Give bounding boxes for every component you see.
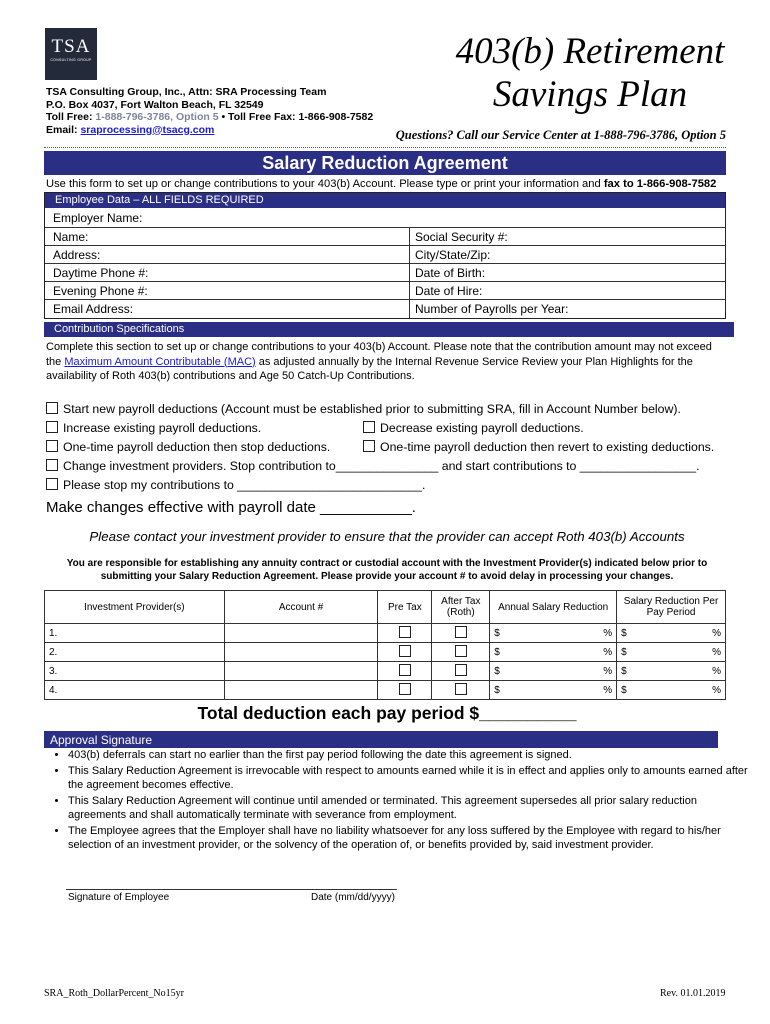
address-label: Address: xyxy=(53,248,101,262)
approval-header-text: Approval Signature xyxy=(50,733,153,747)
company-line2: P.O. Box 4037, Fort Walton Beach, FL 32549 xyxy=(46,98,264,111)
dollar-sign: $ xyxy=(494,646,500,658)
email-label: Email: xyxy=(46,123,78,136)
row-number: 4. xyxy=(45,681,225,700)
option-decrease[interactable] xyxy=(363,419,584,438)
checkbox[interactable] xyxy=(46,421,58,433)
account-cell[interactable] xyxy=(224,624,378,643)
intro-text xyxy=(46,178,728,190)
daytime-phone-label: Daytime Phone #: xyxy=(53,266,149,280)
checkbox[interactable] xyxy=(46,459,58,471)
option-decrease-label: Decrease existing payroll deductions. xyxy=(380,421,584,435)
option-increase-label: Increase existing payroll deductions. xyxy=(63,421,262,435)
table-row[interactable] xyxy=(45,662,726,681)
annual-cell[interactable] xyxy=(490,681,617,700)
perpay-cell[interactable] xyxy=(617,662,726,681)
option-onetime-stop[interactable] xyxy=(46,438,330,457)
checkbox[interactable] xyxy=(455,664,467,676)
employee-row[interactable] xyxy=(45,299,725,318)
email-link[interactable]: sraprocessing@tsacg.com xyxy=(80,123,215,136)
evening-phone-label: Evening Phone #: xyxy=(53,284,148,298)
annual-cell[interactable] xyxy=(490,662,617,681)
contribution-paragraph xyxy=(46,340,728,384)
perpay-cell[interactable] xyxy=(617,681,726,700)
option-start[interactable] xyxy=(46,400,681,419)
percent-sign: % xyxy=(603,684,613,696)
contrib-text-1: Complete this section to set up or change contributions to your 403(b) Account. Please note that the contribution amount may not exceed the xyxy=(46,341,712,368)
pretax-cell[interactable] xyxy=(378,662,432,681)
percent-sign: % xyxy=(603,646,613,658)
hire-date-label: Date of Hire: xyxy=(409,282,482,300)
option-stop-label: Please stop my contributions to ___________________________. xyxy=(63,478,426,492)
intro-fax: fax to 1-866-908-7582 xyxy=(603,178,717,190)
contrib-text-2: as adjusted annually by the Internal Revenue Service Review your Plan Highlights for the availability of Roth 403(b) contributions and Age 50 Catch-Up Contributions. xyxy=(46,355,693,382)
pretax-cell[interactable] xyxy=(378,681,432,700)
percent-sign: % xyxy=(712,684,721,696)
pretax-cell[interactable] xyxy=(378,624,432,643)
row-number: 3. xyxy=(45,662,225,681)
account-cell[interactable] xyxy=(224,643,378,662)
approval-bullet: • This Salary Reduction Agreement will continue until amended or terminated. This agreement supersedes all prior salary reduction agreements and shall automatically terminate with severance from employment. xyxy=(68,794,750,822)
annual-cell[interactable] xyxy=(490,624,617,643)
option-onetime-revert-label: One-time payroll deduction then revert to existing deductions. xyxy=(380,440,715,454)
table-row[interactable] xyxy=(45,624,726,643)
title-line2: Savings Plan xyxy=(492,74,688,115)
checkbox[interactable] xyxy=(363,421,375,433)
col-annual: Annual Salary Reduction xyxy=(490,591,617,624)
col-perpay: Salary Reduction Per Pay Period xyxy=(617,591,726,624)
approval-bullet: • 403(b) deferrals can start no earlier than the first pay period following the date this agreement is signed. xyxy=(68,748,750,762)
checkbox[interactable] xyxy=(363,440,375,452)
name-label: Name: xyxy=(53,230,89,244)
dotted-divider xyxy=(44,147,726,148)
total-deduction-line: Total deduction each pay period $__________ xyxy=(197,703,577,723)
form-title-banner: Salary Reduction Agreement xyxy=(44,151,726,175)
approval-bullet: • The Employee agrees that the Employer shall have no liability whatsoever for any loss suffered by the Employee with regard to his/her selection of an investment provider, or the solvency of the operation of, or benefits provided by, said investment provider. xyxy=(68,824,750,852)
col-aftertax: After Tax (Roth) xyxy=(432,591,490,624)
col-account: Account # xyxy=(224,591,378,624)
dollar-sign: $ xyxy=(621,684,627,696)
title-line1: 403(b) Retirement xyxy=(455,31,725,72)
page-title xyxy=(400,30,770,116)
employee-row[interactable] xyxy=(45,227,725,246)
employee-row[interactable] xyxy=(45,245,725,264)
dollar-sign: $ xyxy=(621,627,627,639)
dollar-sign: $ xyxy=(621,646,627,658)
responsibility-notice: You are responsible for establishing any annuity contract or custodial account with the Investment Provider(s) indicated below prior to submitting your Salary Reduction Agreement. Please provide your account # to avoid delay in processing your changes. xyxy=(66,558,708,582)
company-phone-line xyxy=(46,111,373,124)
checkbox[interactable] xyxy=(399,664,411,676)
signature-label: Signature of Employee xyxy=(68,892,170,903)
dob-label: Date of Birth: xyxy=(409,264,485,282)
tsa-logo xyxy=(45,28,97,80)
option-change-label: Change investment providers. Stop contribution to_______________ and start contributions to _________________. xyxy=(63,459,700,473)
table-row[interactable] xyxy=(45,643,726,662)
perpay-cell[interactable] xyxy=(617,643,726,662)
employee-section-header: Employee Data – ALL FIELDS REQUIRED xyxy=(45,193,725,208)
toll-free-label: Toll Free: xyxy=(46,111,93,123)
dollar-sign: $ xyxy=(494,627,500,639)
ssn-label: Social Security #: xyxy=(409,228,508,246)
account-cell[interactable] xyxy=(224,681,378,700)
payrolls-label: Number of Payrolls per Year: xyxy=(409,300,568,318)
employee-row[interactable] xyxy=(45,281,725,300)
intro-body: Use this form to set up or change contributions to your 403(b) Account. Please type or print your information and xyxy=(46,178,604,190)
dollar-sign: $ xyxy=(494,684,500,696)
employer-row[interactable] xyxy=(45,209,725,227)
row-number: 1. xyxy=(45,624,225,643)
checkbox[interactable] xyxy=(399,645,411,657)
company-line1: TSA Consulting Group, Inc., Attn: SRA Processing Team xyxy=(46,86,327,98)
employee-row[interactable] xyxy=(45,263,725,282)
option-increase[interactable] xyxy=(46,419,261,438)
option-onetime-revert[interactable] xyxy=(363,438,714,457)
employer-name-label: Employer Name: xyxy=(53,211,143,225)
checkbox[interactable] xyxy=(46,402,58,414)
mac-link[interactable]: Maximum Amount Contributable (MAC) xyxy=(64,355,256,368)
percent-sign: % xyxy=(712,627,721,639)
toll-free-value: 1-888-796-3786, Option 5 xyxy=(95,111,219,123)
form-code: SRA_Roth_DollarPercent_No15yr xyxy=(44,988,184,999)
account-cell[interactable] xyxy=(224,662,378,681)
checkbox[interactable] xyxy=(399,683,411,695)
make-effective-line: Make changes effective with payroll date ___________. xyxy=(46,499,416,516)
table-header-row xyxy=(45,591,726,624)
logo-subtext: CONSULTING GROUP xyxy=(50,58,92,62)
option-stop[interactable] xyxy=(46,476,425,495)
contribution-section-header: Contribution Specifications xyxy=(44,322,734,337)
aftertax-cell[interactable] xyxy=(432,681,490,700)
annual-cell[interactable] xyxy=(490,643,617,662)
signature-line[interactable] xyxy=(66,889,397,890)
option-start-label: Start new payroll deductions (Account must be established prior to submitting SRA, fill in Account Number below). xyxy=(63,402,681,416)
approval-bullet: • This Salary Reduction Agreement is irrevocable with respect to amounts earned while it is in effect and applies only to amounts earned after the agreement becomes effective. xyxy=(68,764,750,792)
aftertax-cell[interactable] xyxy=(432,643,490,662)
email-line xyxy=(46,124,373,137)
roth-notice: Please contact your investment provider to ensure that the provider can accept Roth 403(b) Accounts xyxy=(89,529,685,544)
row-number: 2. xyxy=(45,643,225,662)
checkbox[interactable] xyxy=(46,440,58,452)
col-pretax: Pre Tax xyxy=(378,591,432,624)
percent-sign: % xyxy=(712,665,721,677)
company-address xyxy=(46,86,373,136)
checkbox[interactable] xyxy=(455,626,467,638)
date-label: Date (mm/dd/yyyy) xyxy=(311,892,395,903)
percent-sign: % xyxy=(603,665,613,677)
table-row[interactable] xyxy=(45,681,726,700)
questions-line: Questions? Call our Service Center at 1-888-796-3786, Option 5 xyxy=(395,128,726,142)
employee-data-box xyxy=(44,192,726,319)
revision-date: Rev. 01.01.2019 xyxy=(660,988,726,999)
option-onetime-stop-label: One-time payroll deduction then stop deductions. xyxy=(63,440,331,454)
investment-table xyxy=(44,590,726,700)
checkbox[interactable] xyxy=(46,478,58,490)
checkbox[interactable] xyxy=(455,645,467,657)
option-change-providers[interactable] xyxy=(46,457,700,476)
dollar-sign: $ xyxy=(621,665,627,677)
aftertax-cell[interactable] xyxy=(432,662,490,681)
fax-text: • Toll Free Fax: 1-866-908-7582 xyxy=(221,111,374,123)
city-state-zip-label: City/State/Zip: xyxy=(409,246,490,264)
pretax-cell[interactable] xyxy=(378,643,432,662)
col-provider: Investment Provider(s) xyxy=(45,591,225,624)
email-address-label: Email Address: xyxy=(53,302,134,316)
approval-bullets xyxy=(44,746,750,852)
checkbox[interactable] xyxy=(399,626,411,638)
aftertax-cell[interactable] xyxy=(432,624,490,643)
percent-sign: % xyxy=(603,627,613,639)
logo-text: TSA xyxy=(51,36,91,57)
dollar-sign: $ xyxy=(494,665,500,677)
percent-sign: % xyxy=(712,646,721,658)
checkbox[interactable] xyxy=(455,683,467,695)
perpay-cell[interactable] xyxy=(617,624,726,643)
